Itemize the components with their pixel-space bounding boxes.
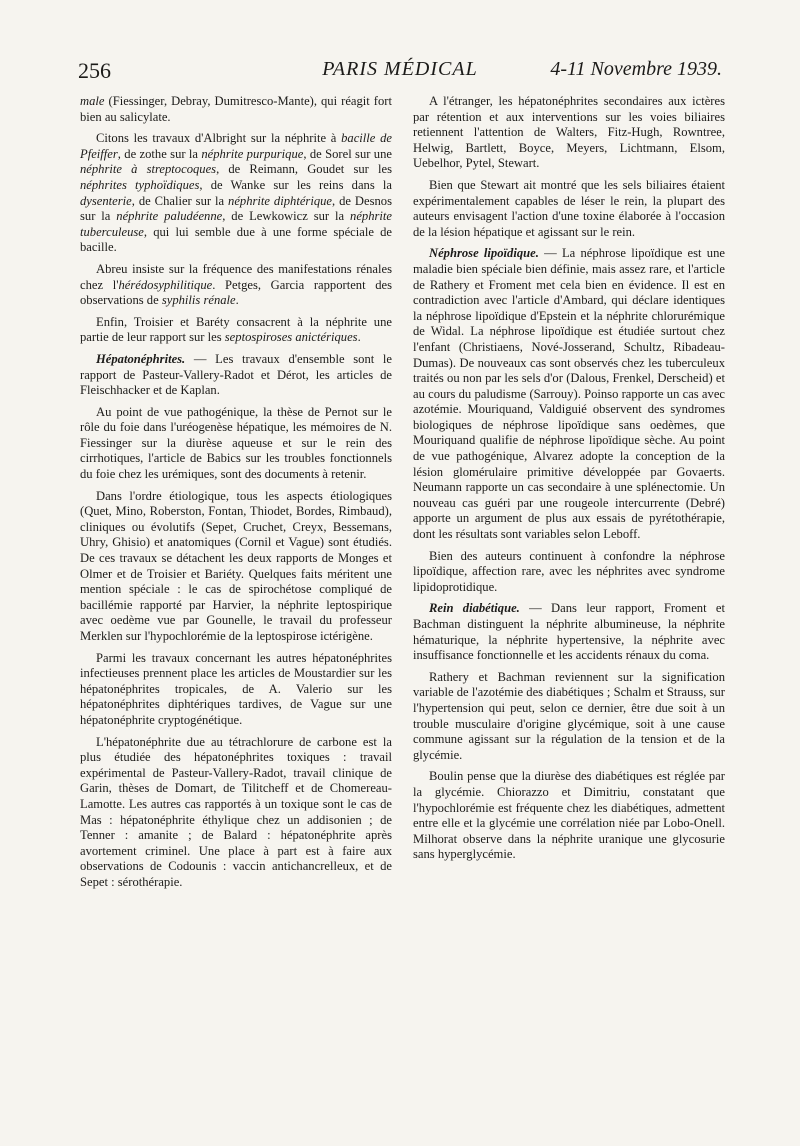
paragraph — [80, 94, 392, 125]
paragraph: A l'étranger, les hépatonéphrites secondaires aux ictères par rétention et aux interventions sur les voies biliaires retiennent l'attention de Walters, Fitz-Hugh, Rowntree, Helwig, Bartlett, Boyce, Meyers, Lichtmann, Elsom, Uebelhor, Pytel, Stewart. — [413, 94, 725, 171]
section-heading: Néphrose lipoïdique. — [429, 246, 539, 261]
right-column — [413, 94, 725, 869]
italic-text: septospiroses anictériques — [224, 330, 358, 345]
text: — Les travaux d'ensemble sont le rapport de Pasteur-Vallery-Radot et Dérot, les articles de Fleischhacker et de Kaplan. — [80, 351, 392, 398]
left-column — [80, 94, 392, 897]
text: , de Desnos sur la — [80, 193, 392, 224]
italic-text: néphrite diphtérique — [228, 193, 332, 208]
text: , de Reimann, Goudet sur les — [216, 162, 392, 177]
italic-text: bacille de Pfeiffer — [80, 131, 392, 161]
italic-text: male — [80, 94, 105, 108]
italic-text: néphrites typhoïdiques — [80, 177, 200, 192]
paragraph — [80, 131, 392, 256]
text: , de Wanke sur les reins dans la — [199, 177, 392, 192]
paragraph: Boulin pense que la diurèse des diabétiques est réglée par la glycémie. Chiorazzo et Dimitriu, constatant que l'hypochlorémie est fréquente chez les diabétiques, admettent entre elle et la glycémie une corrélation niée par Lobo-Onell. Milhorat observe dans la néphrite uranique une glycosurie sans hyperglycémie. — [413, 769, 725, 862]
paragraph — [80, 315, 392, 346]
italic-text: néphrite à streptocoques — [80, 162, 217, 177]
italic-text: syphilis rénale — [161, 293, 236, 308]
section-heading: Hépatonéphrites. — [96, 351, 186, 366]
text: Abreu insiste sur la fréquence des manifestations rénales chez l' — [80, 261, 392, 292]
italic-text: dysenterie — [80, 193, 132, 208]
text: Citons les travaux d'Albright sur la néphrite à — [96, 131, 342, 146]
paragraph: Bien que Stewart ait montré que les sels biliaires étaient expérimentalement capables de léser le rein, la plupart des auteurs envisagent l'action d'une toxine élaborée à l'occasion de la lésion hépatique et agissant sur le rein. — [413, 177, 725, 239]
issue-date: 4-11 Novembre 1939. — [550, 58, 722, 80]
paragraph — [413, 246, 725, 542]
page-number: 256 — [78, 58, 111, 83]
text: , de Lewkowicz sur la — [222, 209, 351, 224]
paragraph: Au point de vue pathogénique, la thèse de Pernot sur le rôle du foie dans l'uréogenèse hépatique, les mémoires de N. Fiessinger sur la diurèse aqueuse et sur le rein des cirrhotiques, l'article de Babics sur les troubles fonctionnels du foie chez les urémiques, sont des documents à retenir. — [80, 404, 392, 482]
paragraph: Rathery et Bachman reviennent sur la signification variable de l'azotémie des diabétiques ; Schalm et Strauss, sur l'hypertension qui peut, selon ce dernier, être due soit à un trouble musculaire d'origine glycémique, soit à une cause commune agissant sur la régulation de la tension et de la glycémie. — [413, 669, 725, 762]
text: . — [235, 293, 239, 308]
paragraph: Parmi les travaux concernant les autres hépatonéphrites infectieuses prennent place les articles de Moustardier sur les hépatonéphrites tropicales, de A. Valerio sur les hépatonéphrites diphtériques tardives, de Vague sur une hépatonéphrite cryptogénétique. — [80, 650, 392, 727]
paragraph — [80, 352, 392, 399]
section-heading: Rein diabétique. — [429, 601, 520, 616]
italic-text: néphrite paludéenne — [116, 209, 223, 224]
text: — Dans leur rapport, Froment et Bachman distinguent la néphrite albumineuse, la néphrite hématurique, la néphrite hypertensive, la néphrite avec insuffisance fonctionnelle et les accidents rénaux du coma. — [413, 601, 725, 663]
text: — La néphrose lipoïdique est une maladie bien spéciale bien définie, mais assez rare, et l'article de Rathery et Froment met cela bien en évidence. Il est en contradiction avec l'article d'Ambard, qui déclare identiques la néphrose lipoïdique d'Epstein et la néphrite chlorurémique de Widal. La néphrose lipoïdique est étudiée surtout chez l'enfant (Christiaens, Nové-Josserand, Schultz, Ribadeau-Dumas). De nouveaux cas sont observés chez les tuberculeux traités ou non par les sels d'or (Dalous, Frenkel, Derscheid) et au cours du paludisme (Sarrouy). Poinso rapporte un cas avec azotémie. Mouriquand, Valdiguié observent des syndromes biologiques de néphrose lipoïdique sans oedèmes, que Mouriquand qualifie de néphrose lipoïdique sèche. Au point de vue pathogénique, Alvarez adopte la conception de la lésion glomérulaire primitive développée par Govaerts. Neumann rapporte un cas secondaire à une splénectomie. Un nouveau cas guéri par une rougeole intercurrente (Debré) apporte un argument de plus aux essais de pyrétothérapie, dont les résultats sont variables selon Leboff. — [413, 246, 725, 542]
text: , de zothe sur la — [117, 146, 202, 161]
paragraph: L'hépatonéphrite due au tétrachlorure de carbone est la plus étudiée des hépatonéphrites toxiques : travail expérimental de Pasteur-Vallery-Radot, travail clinique de Garin, thèses de Domart, de Tilitcheff et de Chomereau-Lamotte. Les autres cas rapportés à un toxique sont le cas de Mas : hépatonéphrite éthylique chez un addisonien ; de Tenner : amanite ; de Balard : hépatonéphrite après avortement criminel. Une place à part est à faire aux observations de Codounis : vaccin antichancrelleux, et de Sepet : sérothérapie. — [80, 734, 392, 889]
text: , de Sorel sur une — [303, 146, 392, 161]
text: . Petges, Garcia rapportent des observations de — [80, 277, 392, 308]
page-header — [78, 58, 722, 84]
italic-text: néphrite tuberculeuse — [80, 209, 392, 239]
paragraph: Dans l'ordre étiologique, tous les aspects étiologiques (Quet, Mino, Roberston, Fontan, Thiodet, Bordes, Rimbaud), cliniques ou évolutifs (Sepet, Cruchet, Creyx, Bessemans, Uhry, Ghisio) et anatomiques (Cornil et Vague) sont étudiés. De ces travaux se détachent les deux rapports de Monges et Olmer et de Troisier et Bariéty. Quelques faits méritent une mention spéciale : le cas de spirochétose compliqué de bacillémie rapporté par Harvier, la néphrite leptospirique avec oedème vue par Gounelle, le travail du professeur Merklen sur l'hypochlorémie de la leptospirose ictérigène. — [80, 488, 392, 643]
italic-text: hérédosyphilitique — [118, 277, 213, 292]
paragraph — [413, 601, 725, 663]
text: . — [357, 330, 361, 345]
text: Enfin, Troisier et Baréty consacrent à la néphrite une partie de leur rapport sur les — [80, 314, 392, 345]
text: (Fiessinger, Debray, Dumitresco-Mante), qui réagit fort bien au salicylate. — [80, 94, 392, 124]
text: , de Chalier sur la — [131, 193, 229, 208]
paragraph — [80, 262, 392, 309]
paragraph: Bien des auteurs continuent à confondre la néphrose lipoïdique, affection rare, avec les néphrites avec syndrome lipidoprotidique. — [413, 548, 725, 594]
journal-title: PARIS MÉDICAL — [322, 58, 478, 80]
italic-text: néphrite purpurique — [201, 146, 304, 161]
text: , qui lui semble due à une forme spéciale de bacille. — [80, 224, 392, 255]
